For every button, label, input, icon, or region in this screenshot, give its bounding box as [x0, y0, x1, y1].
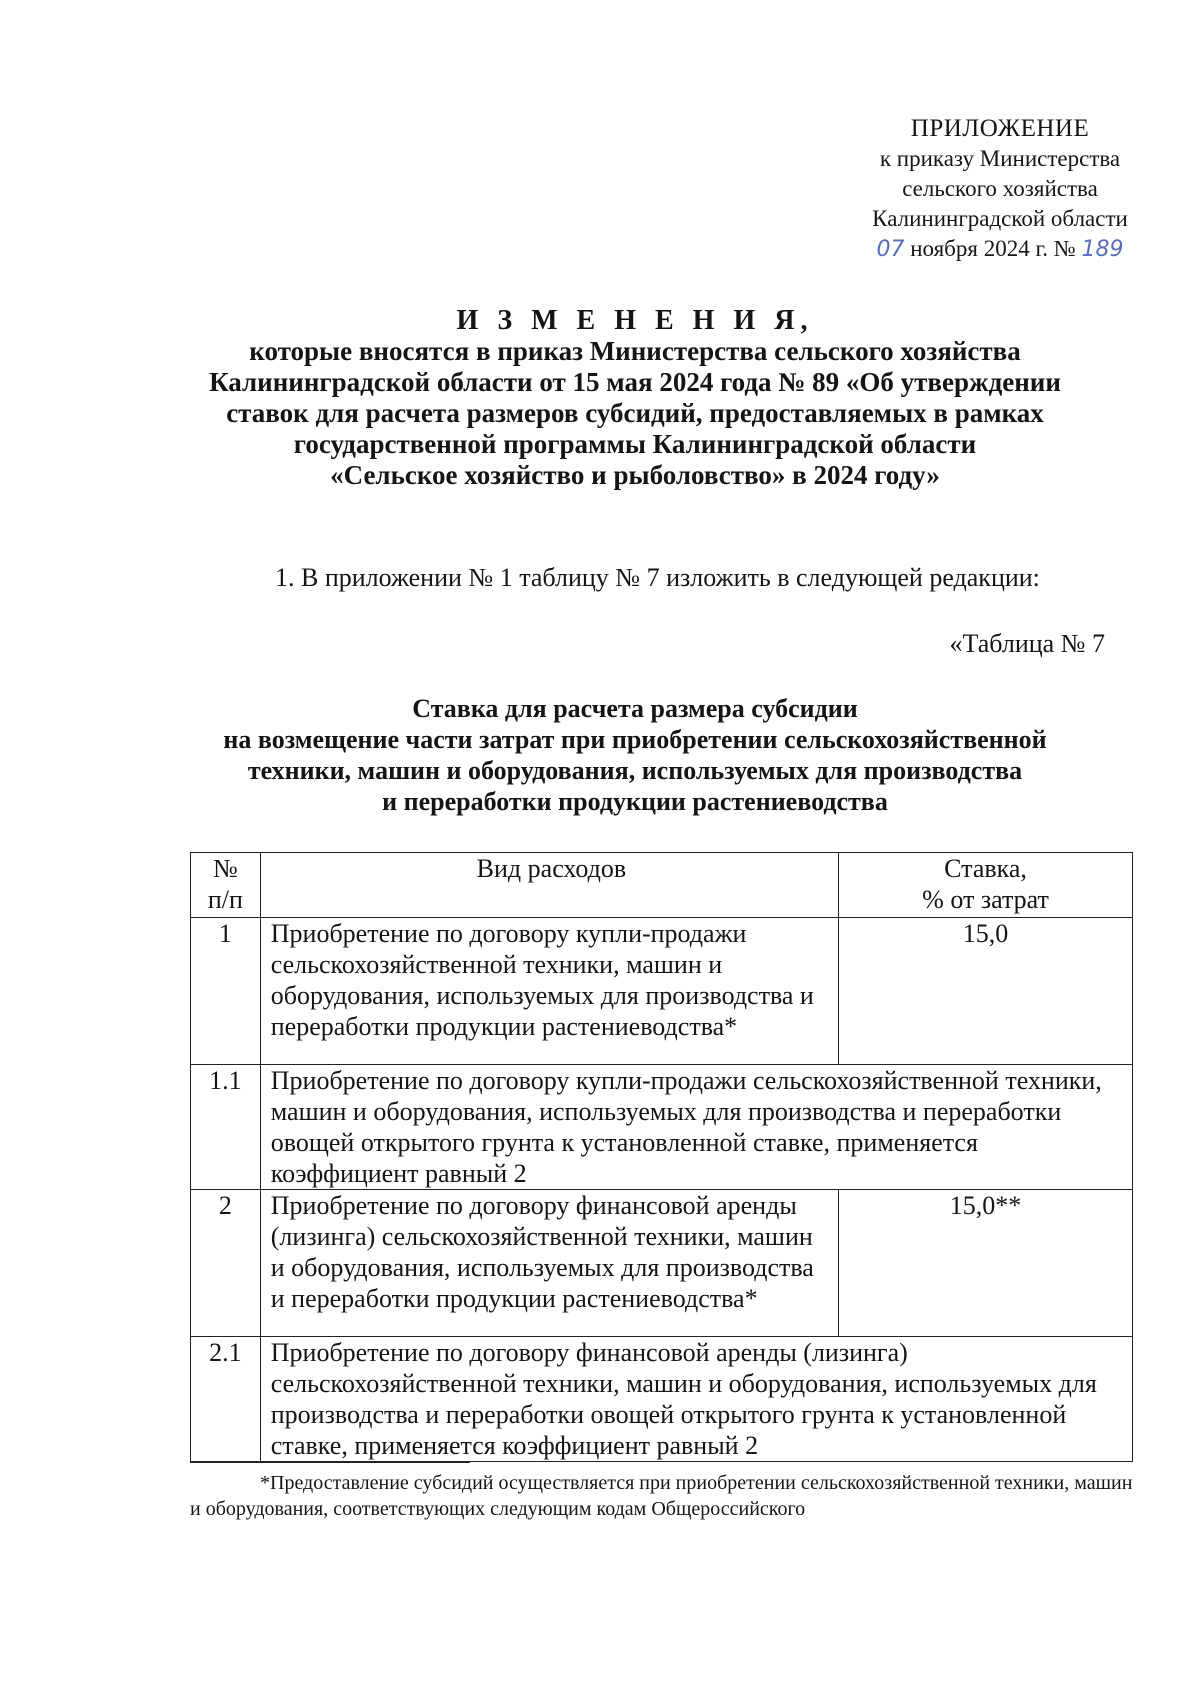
header-rate: Ставка, % от затрат — [839, 853, 1133, 918]
table-title-line-3: техники, машин и оборудования, используемых для производства — [247, 756, 1023, 785]
document-title — [120, 305, 1150, 491]
row-1-desc: Приобретение по договору купли-продажи сельскохозяйственной техники, машин и оборудования, используемых для производства и переработки продукции растениеводства* — [260, 918, 838, 1065]
table-row — [191, 918, 1133, 1065]
handwritten-number: 189 — [1081, 237, 1124, 262]
header-desc: Вид расходов — [260, 853, 838, 918]
appendix-block — [780, 114, 1200, 265]
appendix-date-line — [780, 234, 1200, 265]
row-2-1-desc: Приобретение по договору финансовой аренды (лизинга) сельскохозяйственной техники, машин и оборудования, используемых для производства и переработки овощей открытого грунта к установленной ставке, применяется коэффициент равный 2 — [260, 1337, 1132, 1462]
rates-table — [190, 852, 1133, 1462]
table-title-line-4: и переработки продукции растениеводства — [382, 787, 888, 816]
table-row — [191, 1190, 1133, 1337]
appendix-line-2: сельского хозяйства — [902, 176, 1098, 201]
table-label: «Таблица № 7 — [949, 629, 1105, 658]
row-1-1-num: 1.1 — [191, 1065, 261, 1190]
footnote-text: *Предоставление субсидий осуществляется при приобретении сельскохозяйственной техники, машин и оборудования, соответствующих следующим кодам Общероссийского — [190, 1472, 1133, 1520]
appendix-line-1: к приказу Министерства — [879, 146, 1121, 171]
title-line-3: ставок для расчета размеров субсидий, предоставляемых в рамках — [226, 398, 1044, 428]
table-row — [191, 1065, 1133, 1190]
table-row — [191, 1337, 1133, 1462]
row-2-desc: Приобретение по договору финансовой аренды (лизинга) сельскохозяйственной техники, машин и оборудования, используемых для производства и переработки продукции растениеводства* — [260, 1190, 838, 1337]
row-1-1-desc: Приобретение по договору купли-продажи сельскохозяйственной техники, машин и оборудования, используемых для производства и переработки овощей открытого грунта к установленной ставке, применяется коэффициент равный 2 — [260, 1065, 1132, 1190]
appendix-date-text: ноября 2024 г. № — [910, 236, 1076, 261]
table-title-line-1: Ставка для расчета размера субсидии — [412, 694, 858, 723]
row-2-num: 2 — [191, 1190, 261, 1337]
title-line-4: государственной программы Калининградской области — [293, 429, 977, 459]
footnote — [190, 1470, 1140, 1522]
header-num: № п/п — [191, 853, 261, 918]
title-line-1: которые вносятся в приказ Министерства сельского хозяйства — [249, 336, 1021, 366]
handwritten-day: 07 — [876, 237, 905, 262]
row-2-rate: 15,0** — [839, 1190, 1133, 1337]
footnote-separator — [190, 1462, 470, 1463]
row-2-1-num: 2.1 — [191, 1337, 261, 1462]
title-line-2: Калининградской области от 15 мая 2024 года № 89 «Об утверждении — [209, 367, 1061, 397]
paragraph-1: 1. В приложении № 1 таблицу № 7 изложить в следующей редакции: — [275, 563, 1040, 592]
title-line-5: «Сельское хозяйство и рыболовство» в 2024 году» — [330, 460, 940, 490]
title-heading: И З М Е Н Е Н И Я, — [456, 305, 814, 336]
table-header-row — [191, 853, 1133, 918]
appendix-line-3: Калининградской области — [872, 206, 1128, 231]
table-title-line-2: на возмещение части затрат при приобретении сельскохозяйственной — [223, 725, 1047, 754]
appendix-title: ПРИЛОЖЕНИЕ — [910, 115, 1090, 142]
row-1-num: 1 — [191, 918, 261, 1065]
row-1-rate: 15,0 — [839, 918, 1133, 1065]
table-title — [120, 693, 1150, 817]
